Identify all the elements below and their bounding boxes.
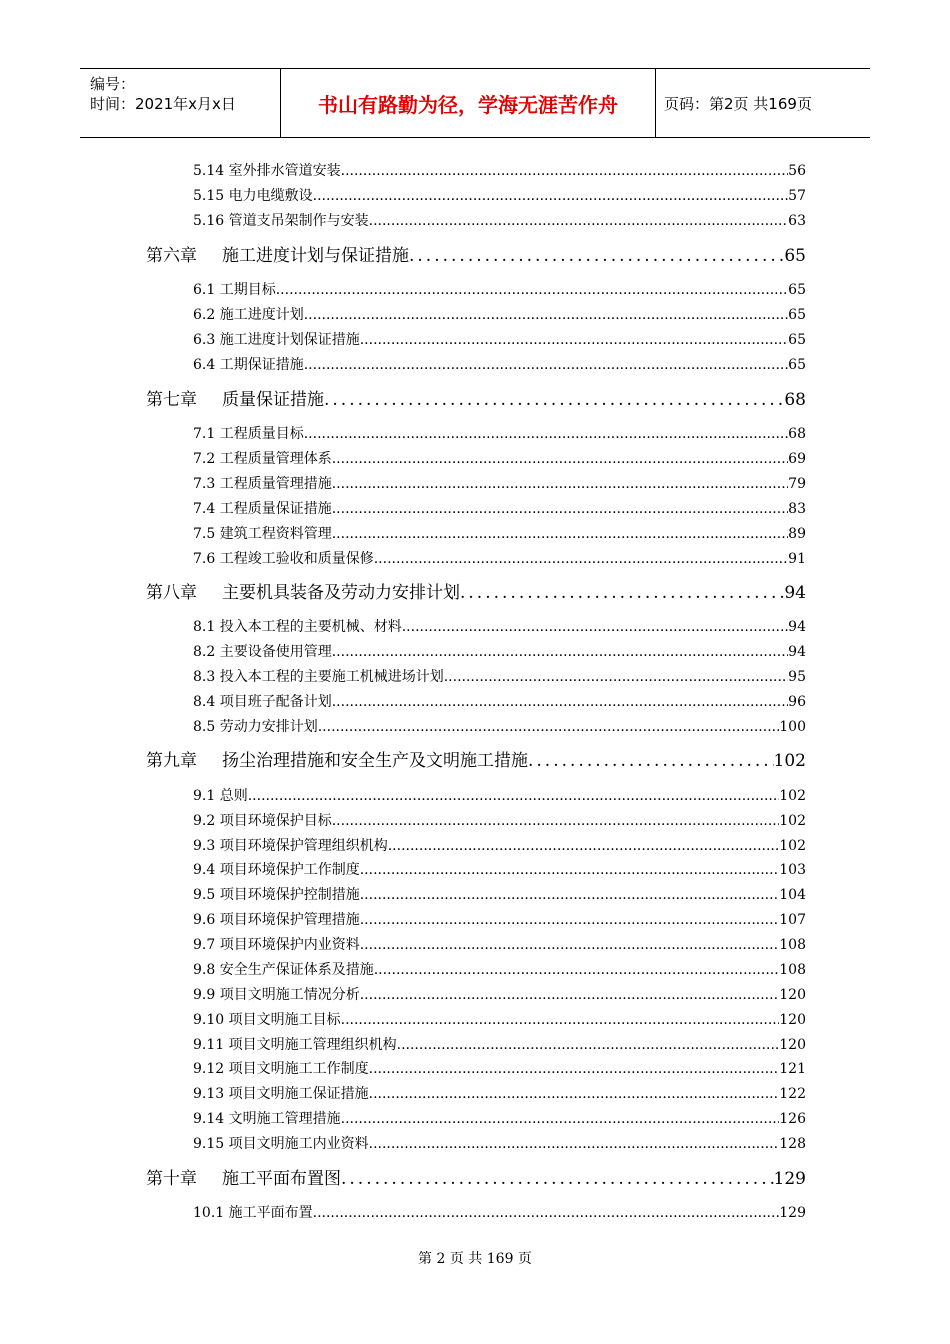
toc-entry-title: 9.12 项目文明施工工作制度: [193, 1061, 369, 1077]
toc-page-number: 108: [779, 937, 806, 953]
header-left-cell: [80, 69, 280, 137]
toc-section-entry[interactable]: [193, 886, 806, 904]
toc-entry-title: 9.3 项目环境保护管理组织机构: [193, 838, 388, 854]
toc-entry-title: 9.13 项目文明施工保证措施: [193, 1086, 369, 1102]
dot-leader: [360, 861, 780, 879]
toc-entry-title: 9.8 安全生产保证体系及措施: [193, 962, 374, 978]
dot-leader: [304, 356, 788, 374]
chapter-title: 施工平面布置图: [222, 1169, 341, 1189]
toc-section-entry[interactable]: [193, 306, 806, 324]
dot-leader: [388, 837, 780, 855]
toc-page-number: 57: [788, 188, 806, 204]
toc-entry-title: 9.2 项目环境保护目标: [193, 813, 332, 829]
toc-entry-title: 8.1 投入本工程的主要机械、材料: [193, 619, 402, 635]
toc-section-entry[interactable]: [193, 212, 806, 230]
toc-page-number: 103: [779, 862, 806, 878]
toc-section-entry[interactable]: [193, 1060, 806, 1078]
toc-section-entry[interactable]: [193, 936, 806, 954]
dot-leader: [360, 886, 780, 904]
toc-section-entry[interactable]: [193, 861, 806, 879]
dot-leader: [304, 306, 788, 324]
toc-page-number: 120: [779, 1037, 806, 1053]
dot-leader: [360, 986, 780, 1004]
toc-entry-title: 6.2 施工进度计划: [193, 307, 304, 323]
header-motto: 书山有路勤为径，学海无涯苦作舟: [280, 69, 656, 137]
toc-page-number: 89: [788, 526, 806, 542]
toc-section-entry[interactable]: [193, 1085, 806, 1103]
toc-page-number: 120: [779, 987, 806, 1003]
toc-chapter-entry[interactable]: [146, 582, 806, 604]
toc-entry-title: 7.5 建筑工程资料管理: [193, 526, 332, 542]
toc-page-number: 95: [788, 669, 806, 685]
toc-section-entry[interactable]: [193, 281, 806, 299]
toc-section-entry[interactable]: [193, 1204, 806, 1222]
toc-page-number: 65: [788, 332, 806, 348]
toc-entry-title: 9.10 项目文明施工目标: [193, 1012, 341, 1028]
toc-page-number: 63: [788, 213, 806, 229]
dot-leader: [324, 389, 784, 411]
dot-leader: [360, 911, 780, 929]
dot-leader: [360, 936, 780, 954]
toc-page-number: 100: [779, 719, 806, 735]
toc-page-number: 83: [788, 501, 806, 517]
toc-section-entry[interactable]: [193, 525, 806, 543]
toc-page-number: 120: [779, 1012, 806, 1028]
dot-leader: [369, 212, 789, 230]
toc-page-number: 94: [788, 619, 806, 635]
dot-leader: [313, 187, 789, 205]
dot-leader: [332, 812, 780, 830]
dot-leader: [313, 1204, 780, 1222]
toc-section-entry[interactable]: [193, 331, 806, 349]
dot-leader: [402, 618, 788, 636]
toc-section-entry[interactable]: [193, 718, 806, 736]
toc-page-number: 102: [779, 838, 806, 854]
toc-page-number: 102: [773, 751, 806, 771]
dot-leader: [332, 525, 788, 543]
toc-entry-title: 6.4 工期保证措施: [193, 357, 304, 373]
toc-page-number: 94: [784, 583, 806, 603]
chapter-number: 第八章: [146, 583, 197, 603]
toc-entry-title: [146, 389, 324, 411]
toc-entry-title: 9.5 项目环境保护控制措施: [193, 887, 360, 903]
chapter-number: 第七章: [146, 390, 197, 410]
toc-entry-title: 9.9 项目文明施工情况分析: [193, 987, 360, 1003]
toc-page-number: 96: [788, 694, 806, 710]
toc-page-number: 65: [784, 246, 806, 266]
dot-leader: [304, 425, 788, 443]
toc-entry-title: 9.4 项目环境保护工作制度: [193, 862, 360, 878]
dot-leader: [332, 693, 788, 711]
toc-page-number: 102: [779, 788, 806, 804]
toc-section-entry[interactable]: [193, 1135, 806, 1153]
dot-leader: [341, 1011, 780, 1029]
toc-section-entry[interactable]: [193, 450, 806, 468]
dot-leader: [332, 475, 788, 493]
toc-entry-title: 8.4 项目班子配备计划: [193, 694, 332, 710]
toc-page-number: 91: [788, 551, 806, 567]
toc-section-entry[interactable]: [193, 693, 806, 711]
toc-section-entry[interactable]: [193, 550, 806, 568]
dot-leader: [332, 643, 788, 661]
toc-page-number: 126: [779, 1111, 806, 1127]
toc-section-entry[interactable]: [193, 986, 806, 1004]
dot-leader: [360, 331, 788, 349]
dot-leader: [397, 1036, 780, 1054]
dot-leader: [341, 162, 789, 180]
toc-entry-title: 5.14 室外排水管道安装: [193, 163, 341, 179]
toc-entry-title: 5.16 管道支吊架制作与安装: [193, 213, 369, 229]
toc-entry-title: [146, 245, 409, 267]
toc-page-number: 128: [779, 1136, 806, 1152]
toc-chapter-entry[interactable]: [146, 245, 806, 267]
toc-entry-title: 8.3 投入本工程的主要施工机械进场计划: [193, 669, 444, 685]
header-page-info: 页码：第2页 共169页: [664, 94, 812, 113]
toc-section-entry[interactable]: [193, 812, 806, 830]
toc-entry-title: 7.2 工程质量管理体系: [193, 451, 332, 467]
toc-page-number: 65: [788, 282, 806, 298]
chapter-title: 扬尘治理措施和安全生产及文明施工措施: [222, 751, 528, 771]
dot-leader: [369, 1085, 780, 1103]
toc-entry-title: 6.1 工期目标: [193, 282, 276, 298]
dot-leader: [409, 245, 784, 267]
toc-entry-title: 9.6 项目环境保护管理措施: [193, 912, 360, 928]
chapter-number: 第十章: [146, 1169, 197, 1189]
page-footer: 第 2 页 共 169 页: [418, 1251, 532, 1267]
toc-page-number: 104: [779, 887, 806, 903]
dot-leader: [276, 281, 788, 299]
toc-entry-title: 8.2 主要设备使用管理: [193, 644, 332, 660]
dot-leader: [248, 787, 780, 805]
toc-section-entry[interactable]: [193, 162, 806, 180]
toc-section-entry[interactable]: [193, 425, 806, 443]
dot-leader: [374, 961, 780, 979]
toc-section-entry[interactable]: [193, 787, 806, 805]
toc-entry-title: 6.3 施工进度计划保证措施: [193, 332, 360, 348]
dot-leader: [528, 750, 774, 772]
toc-section-entry[interactable]: [193, 668, 806, 686]
dot-leader: [374, 550, 788, 568]
toc-chapter-entry[interactable]: [146, 750, 806, 772]
toc-entry-title: 7.4 工程质量保证措施: [193, 501, 332, 517]
toc-page-number: 129: [773, 1169, 806, 1189]
toc-section-entry[interactable]: [193, 618, 806, 636]
toc-page-number: 68: [784, 390, 806, 410]
dot-leader: [369, 1060, 780, 1078]
page-header: [80, 68, 870, 138]
toc-chapter-entry[interactable]: [146, 389, 806, 411]
toc-page-number: 79: [788, 476, 806, 492]
chapter-title: 施工进度计划与保证措施: [222, 246, 409, 266]
toc-entry-title: 9.11 项目文明施工管理组织机构: [193, 1037, 397, 1053]
toc-section-entry[interactable]: [193, 837, 806, 855]
toc-page-number: 68: [788, 426, 806, 442]
toc-chapter-entry[interactable]: [146, 1168, 806, 1190]
toc-page-number: 102: [779, 813, 806, 829]
toc-entry-title: 8.5 劳动力安排计划: [193, 719, 318, 735]
toc-section-entry[interactable]: [193, 356, 806, 374]
toc-entry-title: 7.3 工程质量管理措施: [193, 476, 332, 492]
dot-leader: [332, 450, 788, 468]
toc-page-number: 122: [779, 1086, 806, 1102]
chapter-title: 主要机具装备及劳动力安排计划: [222, 583, 460, 603]
toc-page-number: 129: [779, 1205, 806, 1221]
toc-entry-title: [146, 1168, 341, 1190]
toc-section-entry[interactable]: [193, 643, 806, 661]
dot-leader: [332, 500, 788, 518]
toc-page-number: 121: [779, 1061, 806, 1077]
toc-section-entry[interactable]: [193, 187, 806, 205]
toc-entry-title: 9.1 总则: [193, 788, 248, 804]
toc-section-entry[interactable]: [193, 911, 806, 929]
toc-page-number: 69: [788, 451, 806, 467]
dot-leader: [444, 668, 788, 686]
toc-section-entry[interactable]: [193, 475, 806, 493]
serial-number-label: 编号：: [90, 75, 136, 93]
toc-entry-title: [146, 582, 460, 604]
toc-page-number: 56: [788, 163, 806, 179]
toc-page-number: 108: [779, 962, 806, 978]
dot-leader: [341, 1110, 780, 1128]
toc-page-number: 65: [788, 357, 806, 373]
chapter-number: 第六章: [146, 246, 197, 266]
toc-entry-title: [146, 750, 528, 772]
toc-section-entry[interactable]: [193, 961, 806, 979]
dot-leader: [369, 1135, 780, 1153]
toc-entry-title: 10.1 施工平面布置: [193, 1205, 313, 1221]
toc-entry-title: 9.15 项目文明施工内业资料: [193, 1136, 369, 1152]
toc-entry-title: 9.7 项目环境保护内业资料: [193, 937, 360, 953]
toc-entry-title: 9.14 文明施工管理措施: [193, 1111, 341, 1127]
toc-section-entry[interactable]: [193, 1011, 806, 1029]
toc-section-entry[interactable]: [193, 1036, 806, 1054]
dot-leader: [341, 1168, 774, 1190]
date-label: 时间：2021年x月x日: [90, 95, 236, 113]
dot-leader: [318, 718, 780, 736]
toc-entry-title: 7.6 工程竣工验收和质量保修: [193, 551, 374, 567]
dot-leader: [460, 582, 784, 604]
toc-section-entry[interactable]: [193, 500, 806, 518]
toc-page-number: 107: [779, 912, 806, 928]
toc-page-number: 94: [788, 644, 806, 660]
toc-entry-title: 5.15 电力电缆敷设: [193, 188, 313, 204]
toc-page-number: 65: [788, 307, 806, 323]
chapter-number: 第九章: [146, 751, 197, 771]
chapter-title: 质量保证措施: [222, 390, 324, 410]
toc-entry-title: 7.1 工程质量目标: [193, 426, 304, 442]
toc-section-entry[interactable]: [193, 1110, 806, 1128]
